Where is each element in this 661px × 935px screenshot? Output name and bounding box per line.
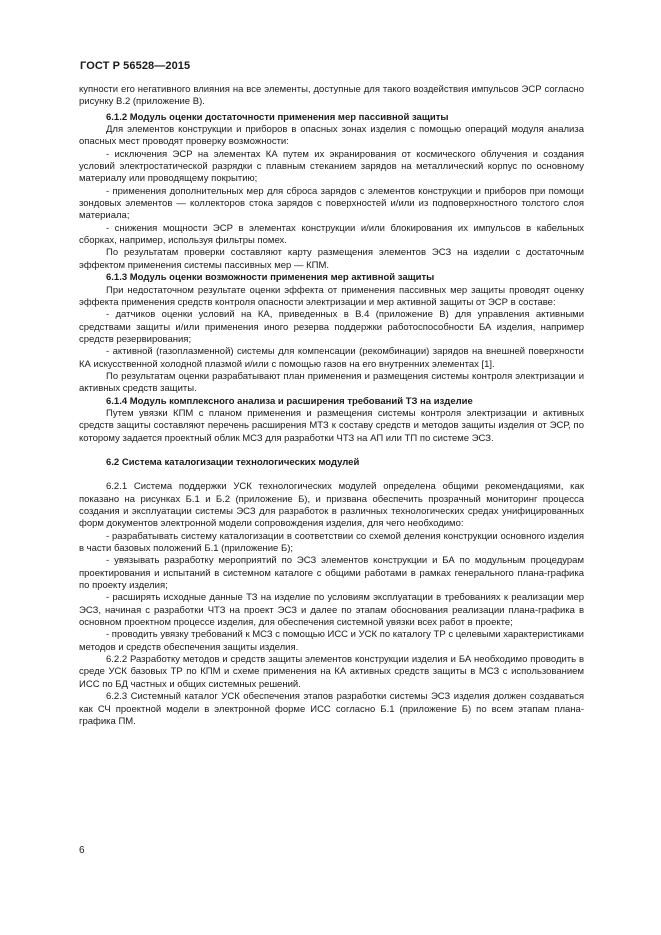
paragraph: По результатам оценки разрабатывают план применения и размещения системы контроля электризации и активных средств защиты. bbox=[79, 370, 584, 395]
paragraph: 6.2.3 Системный каталог УСК обеспечения этапов разработки системы ЭСЗ изделия должен создаваться как СЧ проектной модели в электронной форме ИСС согласно Б.1 (приложение Б) по всем этапам плана-графика ПМ. bbox=[79, 691, 584, 727]
list-item: - снижения мощности ЭСР в элементах конструкции и/или блокирования их импульсов в кабельных сборках, например, используя фильтры помех. bbox=[79, 222, 584, 247]
paragraph-continuation: купности его негативного влияния на все элементы, доступные для такого воздействия импульсов ЭСР согласно рисунку В.2 (приложение В). bbox=[79, 84, 584, 108]
list-item: - активной (газоплазменной) системы для компенсации (рекомбинации) зарядов на внешней поверхности КА искусственной холодной плазмой и/или с помощью газов на его внутренних элементах [1]. bbox=[79, 346, 584, 370]
list-item: - расширять исходные данные ТЗ на изделие по условиям эксплуатации в требованиях к реализации мер ЭСЗ, начиная с разработки ЧТЗ на проект ЭСЗ и далее по этапам обоснования реализации плана-графика в основном проектном процессе изделия, для обеспечения системной увязки всех работ в проекте; bbox=[79, 592, 584, 629]
section-heading-6-1-2: 6.1.2 Модуль оценки достаточности применения мер пассивной защиты bbox=[106, 111, 449, 123]
document-body bbox=[79, 84, 584, 728]
document-header: ГОСТ Р 56528—2015 bbox=[80, 60, 191, 72]
section-heading-6-2: 6.2 Система каталогизации технологических модулей bbox=[106, 456, 360, 468]
paragraph: Путем увязки КПМ с планом применения и размещения системы контроля электризации и активных средств защиты составляют перечень расширения МТЗ к составу средств и методов защиты изделия от ЭСР, по которому задается проектный облик МСЗ для разработки ЧТЗ на АП или ТП по системе ЭСЗ. bbox=[79, 407, 584, 444]
paragraph: При недостаточном результате оценки эффекта от применения пассивных мер защиты проводят оценку эффекта применения средств контроля опасности электризации и мер активной защиты от ЭСР в составе: bbox=[79, 284, 584, 308]
section-heading-6-1-4: 6.1.4 Модуль комплексного анализа и расширения требований ТЗ на изделие bbox=[106, 395, 473, 407]
list-item: - разрабатывать систему каталогизации в соответствии со схемой деления конструкции основного изделия в части базовых положений Б.1 (приложение Б); bbox=[79, 530, 584, 555]
list-item: - увязывать разработку мероприятий по ЭСЗ элементов конструкции и БА по модульным процедурам проектирования и испытаний в системном каталоге с общими работами в рамках генерального плана-графика по проекту изделия; bbox=[79, 555, 584, 592]
list-item: - датчиков оценки условий на КА, приведенных в В.4 (приложение В) для управления активными средствами защиты и/или применения иного резерва поддержки работоспособности БА изделия, например средств резервирования; bbox=[79, 309, 584, 345]
paragraph: 6.2.2 Разработку методов и средств защиты элементов конструкции изделия и БА необходимо проводить в среде УСК базовых ТР по КПМ и схеме применения на КА активных средств защиты в МСЗ с использованием ИСС по БД частных и общих системных решений. bbox=[79, 654, 584, 690]
list-item: - применения дополнительных мер для сброса зарядов с элементов конструкции и приборов при помощи зондовых элементов — коллекторов стока зарядов с поверхностей и/или из подповерхностного толстого слоя материала; bbox=[79, 185, 584, 222]
section-heading-6-1-3: 6.1.3 Модуль оценки возможности применения мер активной защиты bbox=[106, 272, 435, 284]
page-number: 6 bbox=[79, 845, 85, 856]
paragraph: 6.2.1 Система поддержки УСК технологических модулей определена общими рекомендациями, как показано на рисунках Б.1 и Б.2 (приложение Б), и призвана обеспечить прозрачный мониторинг процесса создания и эксплуатации системы ЭСЗ для разработок в различных технологических средах унифицированных форм документов электронной модели сопровождения изделия, для чего необходимо: bbox=[79, 481, 584, 530]
list-item: - проводить увязку требований к МСЗ с помощью ИСС и УСК по каталогу ТР с целевыми характеристиками методов и средств обеспечения защиты изделия. bbox=[79, 629, 584, 653]
paragraph: Для элементов конструкции и приборов в опасных зонах изделия с помощью операций модуля анализа опасных мест проводят проверку возможности: bbox=[79, 124, 584, 148]
list-item: - исключения ЭСР на элементах КА путем их экранирования от космического облучения и создания условий электростатической разрядки с плавным стеканием зарядов на металлический корпус по основному материалу или проводящему покрытию; bbox=[79, 148, 584, 185]
paragraph: По результатам проверки составляют карту размещения элементов ЭСЗ на изделии с достаточным эффектом применения системы пассивных мер — КПМ. bbox=[79, 247, 584, 271]
